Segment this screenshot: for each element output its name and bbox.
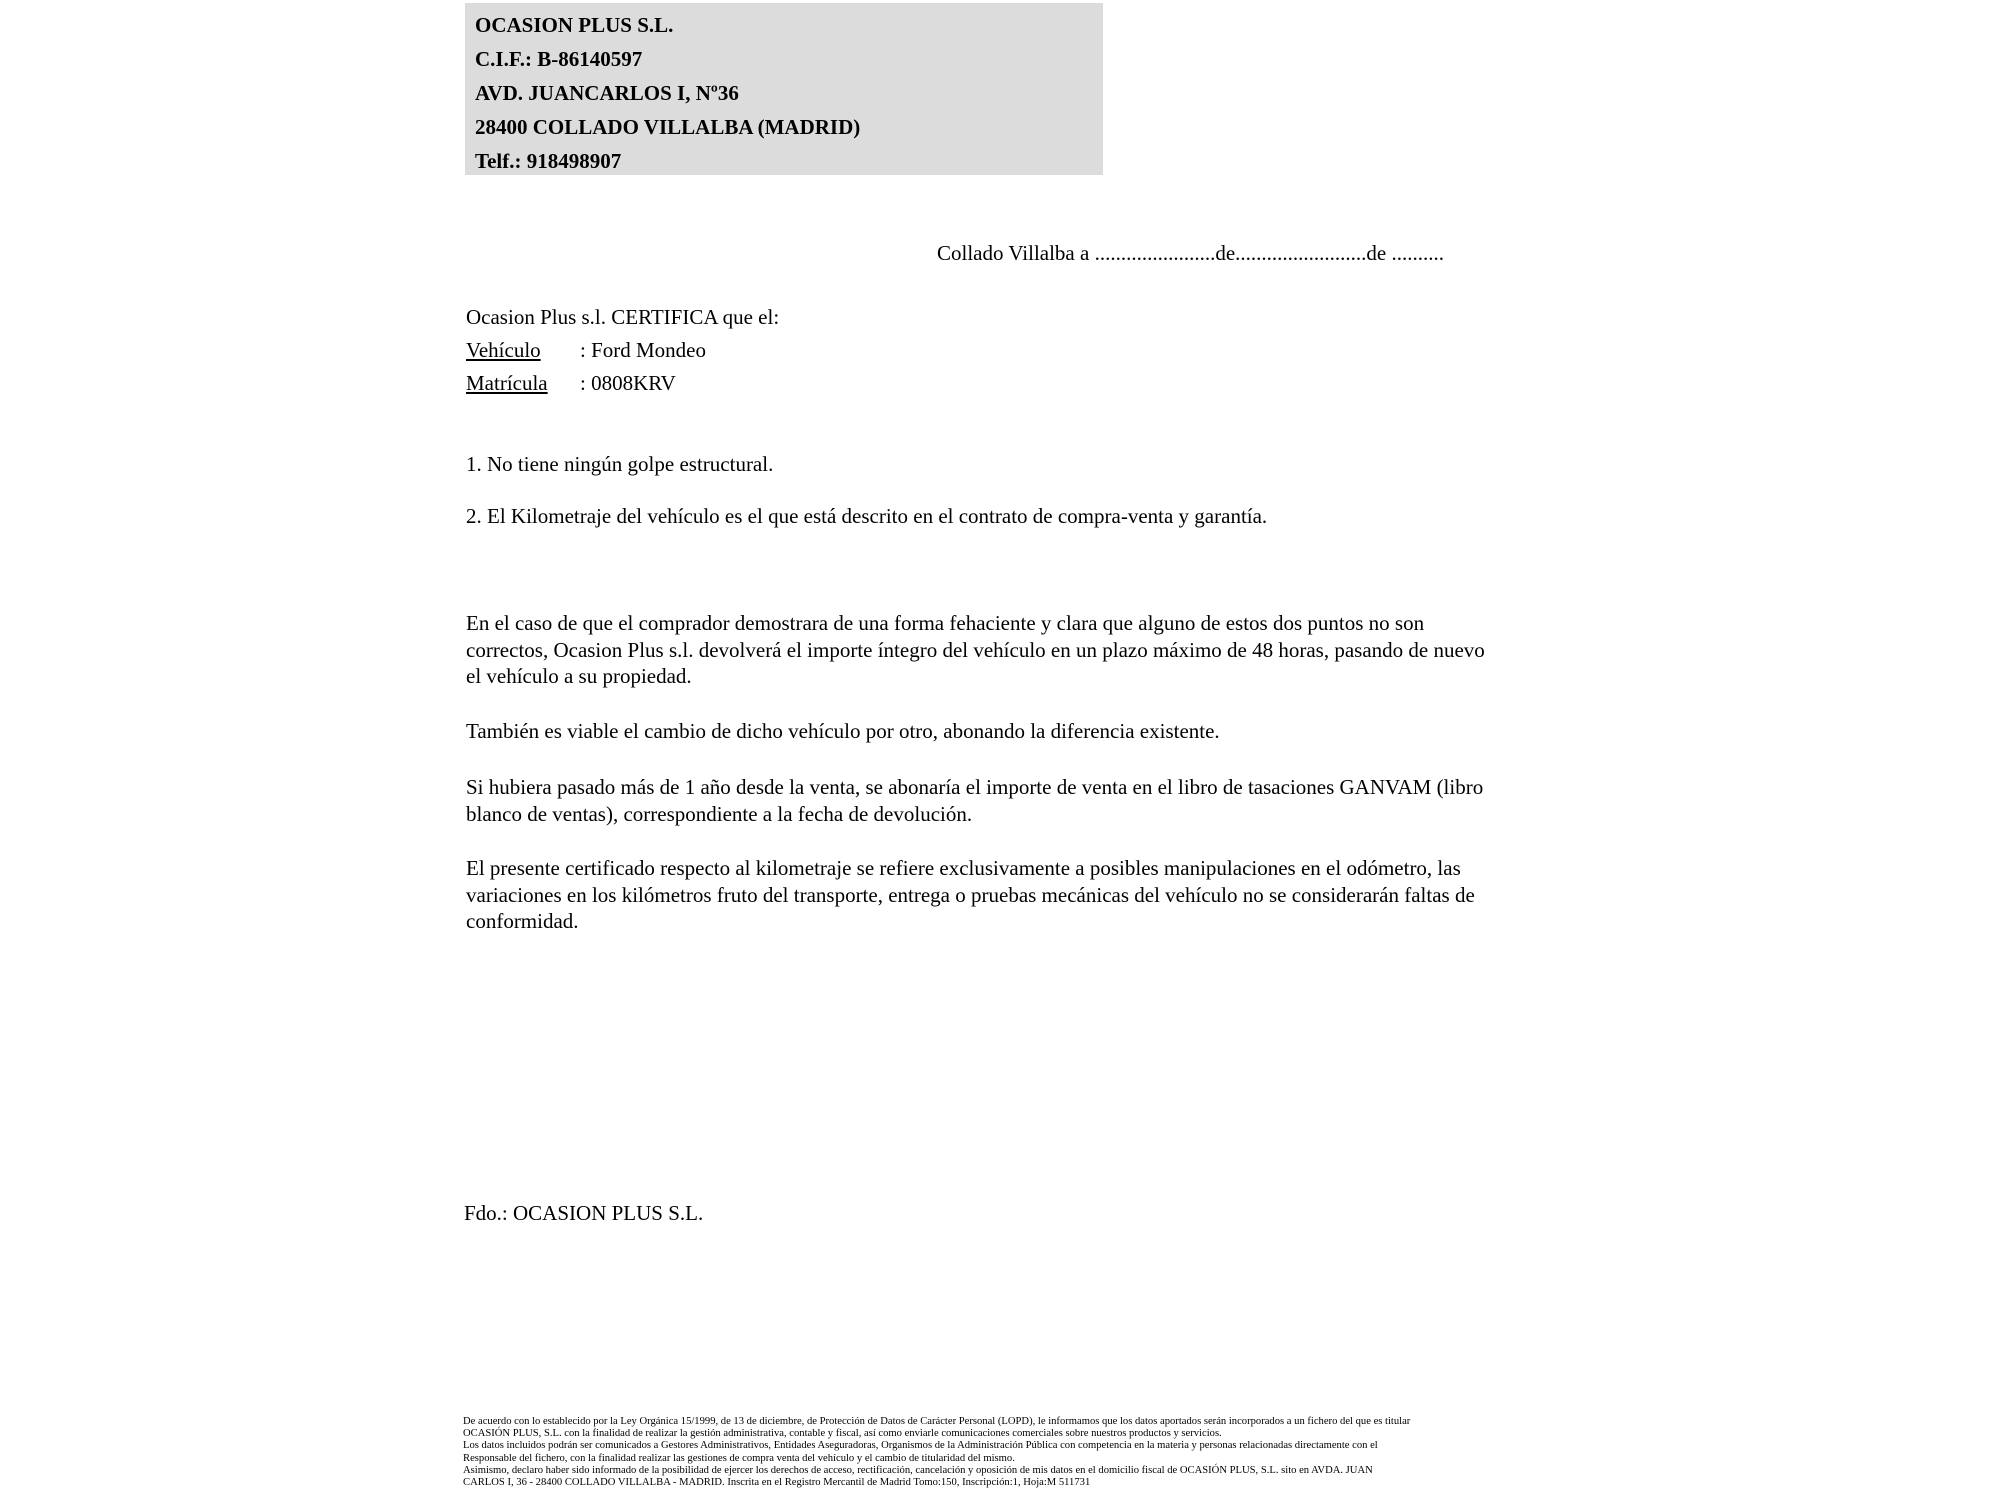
certified-point-1: 1. No tiene ningún golpe estructural. bbox=[466, 452, 774, 476]
company-name: OCASION PLUS S.L. bbox=[475, 13, 674, 37]
legal-footer-line: Los datos incluidos podrán ser comunicados a Gestores Administrativos, Entidades Aseguradoras, Organismos de la Administración Pública con competencia en la materia y personas relacionadas directamente con el bbox=[463, 1440, 1378, 1452]
certify-intro: Ocasion Plus s.l. CERTIFICA que el: bbox=[466, 305, 780, 329]
plate-value: : 0808KRV bbox=[580, 371, 676, 395]
paragraph-refund-clause: En el caso de que el comprador demostrara de una forma fehaciente y clara que alguno de estos dos puntos no son correctos, Ocasion Plus s.l. devolverá el importe íntegro del vehículo en un plazo máximo de 48 horas, pasando de nuevo el vehículo a su propiedad. bbox=[466, 611, 1485, 688]
legal-footer-line: Responsable del fichero, con la finalidad realizar las gestiones de compra venta del vehículo y el cambio de titularidad del mismo. bbox=[463, 1452, 1015, 1464]
company-city: 28400 COLLADO VILLALBA (MADRID) bbox=[475, 115, 861, 139]
legal-footer-line: Asimismo, declaro haber sido informado de la posibilidad de ejercer los derechos de acceso, rectificación, cancelación y oposición de mis datos en el domicilio fiscal de OCASIÓN PLUS, S.L. sito en AVDA. JUAN bbox=[463, 1464, 1373, 1476]
plate-label: Matrícula bbox=[466, 371, 548, 395]
vehicle-label: Vehículo bbox=[466, 338, 541, 362]
date-place-line: Collado Villalba a .......................de.........................de .......... bbox=[937, 241, 1444, 265]
plate-row bbox=[466, 367, 779, 400]
company-header-box bbox=[465, 3, 1103, 175]
certified-point-2: 2. El Kilometraje del vehículo es el que está descrito en el contrato de compra-venta y garantía. bbox=[466, 504, 1268, 528]
legal-footer-line: CARLOS I, 36 - 28400 COLLADO VILLALBA - MADRID. Inscrita en el Registro Mercantil de Madrid Tomo:150, Inscripción:1, Hoja:M 511731 bbox=[463, 1477, 1091, 1489]
certify-block bbox=[466, 301, 779, 400]
vehicle-value: : Ford Mondeo bbox=[580, 338, 706, 362]
company-phone: Telf.: 918498907 bbox=[475, 149, 622, 173]
company-cif: C.I.F.: B-86140597 bbox=[475, 47, 643, 71]
paragraph-ganvam-clause: Si hubiera pasado más de 1 año desde la venta, se abonaría el importe de venta en el libro de tasaciones GANVAM (libro blanco de ventas), correspondiente a la fecha de devolución. bbox=[466, 775, 1484, 826]
legal-footer bbox=[463, 1416, 1410, 1489]
paragraph-exchange-clause: También es viable el cambio de dicho vehículo por otro, abonando la diferencia existente. bbox=[466, 719, 1220, 743]
paragraph-odometer-clause: El presente certificado respecto al kilometraje se refiere exclusivamente a posibles manipulaciones en el odómetro, las variaciones en los kilómetros fruto del transporte, entrega o pruebas mecánicas del vehículo no se considerarán faltas de conformidad. bbox=[466, 856, 1475, 933]
legal-footer-line: De acuerdo con lo establecido por la Ley Orgánica 15/1999, de 13 de diciembre, de Protección de Datos de Carácter Personal (LOPD), le informamos que los datos aportados serán incorporados a un fichero del que es titular bbox=[463, 1416, 1411, 1427]
vehicle-row bbox=[466, 334, 779, 367]
signature-line: Fdo.: OCASION PLUS S.L. bbox=[464, 1201, 704, 1225]
legal-footer-line: OCASIÓN PLUS, S.L. con la finalidad de realizar la gestión administrativa, contable y fiscal, así como enviarle comunicaciones comerciales sobre nuestros productos y servicios. bbox=[463, 1428, 1222, 1440]
company-address: AVD. JUANCARLOS I, Nº36 bbox=[475, 81, 739, 105]
